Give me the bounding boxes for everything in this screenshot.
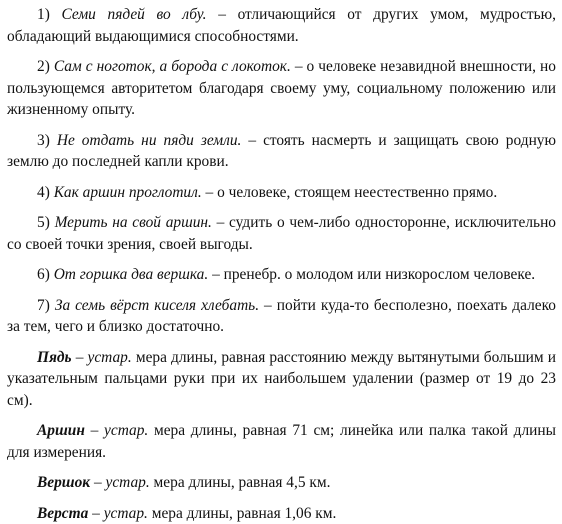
definition-term: Аршин [37, 422, 85, 439]
idiom-number: 4) [37, 184, 50, 201]
definition-versta [7, 503, 556, 524]
definition-dash: – [72, 349, 88, 366]
definition-note: устар. [104, 422, 148, 439]
definition-dash: – [90, 474, 105, 491]
definition-pyad [7, 347, 556, 412]
idiom-meaning: – судить о чем-либо односторонне, исключительно со своей точки зрения, своей выгоды. [7, 214, 556, 253]
definition-dash: – [88, 505, 103, 522]
definition-vershok [7, 472, 556, 494]
idiom-meaning: – о человеке незавидной внешности, но пользующемся авторитетом благодаря своему уму, социальному положению или жизненному опыту. [7, 58, 556, 118]
idiom-paragraph-1 [7, 4, 556, 47]
idiom-paragraph-7 [7, 295, 556, 338]
idiom-paragraph-5 [7, 212, 556, 255]
idiom-phrase: Как аршин проглотил. [54, 184, 202, 201]
definition-text: мера длины, равная 1,06 км. [148, 505, 336, 522]
definition-note: устар. [106, 474, 150, 491]
idiom-phrase: За семь вёрст киселя хлебать. [55, 297, 259, 314]
idiom-phrase: Мерить на свой аршин. [55, 214, 212, 231]
idiom-phrase: Не отдать ни пяди земли. [57, 132, 242, 149]
idiom-paragraph-2 [7, 56, 556, 121]
idiom-meaning: – стоять насмерть и защищать свою родную землю до последней капли крови. [7, 132, 556, 171]
definition-text: мера длины, равная 71 см; линейка или палка такой длины для измерения. [7, 422, 556, 461]
idiom-meaning: – пойти куда-то бесполезно, поехать далеко за тем, чего и близко достаточно. [7, 297, 556, 336]
idiom-paragraph-4 [7, 182, 556, 204]
definition-term: Пядь [37, 349, 72, 366]
idiom-phrase: Семи пядей во лбу. [62, 6, 207, 23]
idiom-paragraph-6 [7, 264, 556, 286]
definition-note: устар. [104, 505, 148, 522]
definition-term: Вершок [37, 474, 90, 491]
idiom-number: 3) [37, 132, 50, 149]
idiom-meaning: – пренебр. о молодом или низкорослом человеке. [208, 266, 535, 283]
idiom-phrase: От горшка два вершка. [54, 266, 209, 283]
idiom-number: 1) [37, 6, 50, 23]
idiom-phrase: Сам с ноготок, а борода с локоток. [54, 58, 291, 75]
idiom-number: 6) [37, 266, 50, 283]
idiom-paragraph-3 [7, 130, 556, 173]
definition-text: мера длины, равная 4,5 км. [150, 474, 331, 491]
definition-dash: – [85, 422, 104, 439]
definition-arshin [7, 420, 556, 463]
definition-note: устар. [88, 349, 132, 366]
idiom-number: 5) [37, 214, 50, 231]
definition-term: Верста [37, 505, 88, 522]
idiom-meaning: – отличающийся от других умом, мудростью, обладающий выдающимися способностями. [7, 6, 556, 45]
definition-text: мера длины, равная расстоянию между вытянутыми большим и указательным пальцами руки при их наибольшем удалении (размер от 19 до 23 см). [7, 349, 556, 409]
idiom-number: 2) [37, 58, 50, 75]
idiom-number: 7) [37, 297, 50, 314]
idiom-meaning: – о человеке, стоящем неестественно прямо. [202, 184, 498, 201]
